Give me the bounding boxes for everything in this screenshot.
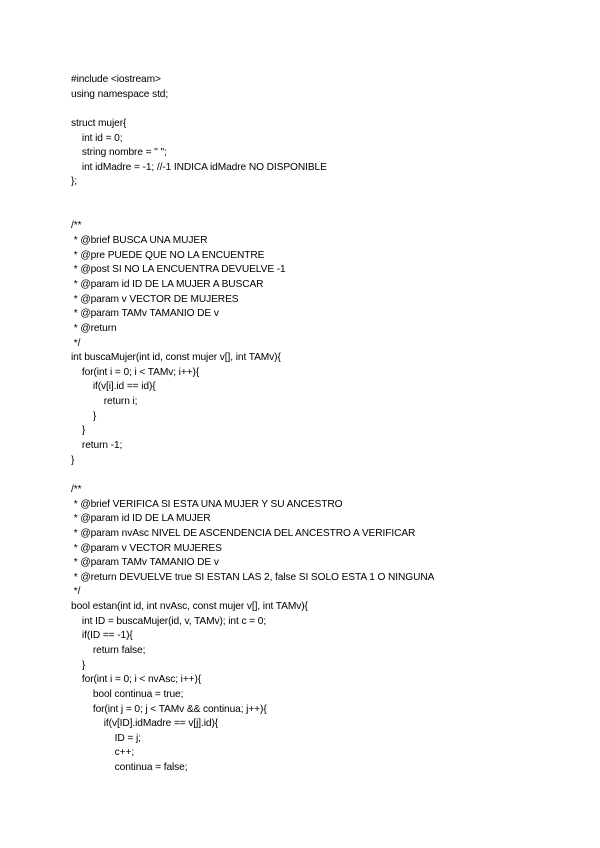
code-line: * @param v VECTOR MUJERES [71, 542, 222, 554]
code-line: for(int i = 0; i < nvAsc; i++){ [71, 674, 202, 686]
code-line: * @brief VERIFICA SI ESTA UNA MUJER Y SU ANCESTRO [71, 498, 343, 510]
code-line: int ID = buscaMujer(id, v, TAMv); int c = 0; [71, 615, 267, 627]
code-line: return i; [71, 396, 138, 408]
code-line: ID = j; [71, 732, 141, 744]
code-line: * @param v VECTOR DE MUJERES [71, 293, 239, 305]
code-line: * @brief BUSCA UNA MUJER [71, 235, 208, 247]
code-line: */ [71, 586, 81, 598]
code-line: }; [71, 176, 78, 188]
code-line: int idMadre = -1; //-1 INDICA idMadre NO DISPONIBLE [71, 161, 327, 173]
code-line: /** [71, 220, 82, 232]
code-line: #include <iostream> [71, 74, 161, 85]
code-line: * @param nvAsc NIVEL DE ASCENDENCIA DEL ANCESTRO A VERIFICAR [71, 527, 416, 539]
code-line: return -1; [71, 440, 123, 452]
code-line: int id = 0; [71, 132, 123, 144]
code-line [71, 468, 434, 483]
code-line: */ [71, 337, 81, 349]
code-line: bool continua = true; [71, 688, 184, 700]
code-line: return false; [71, 644, 146, 656]
code-listing [71, 73, 434, 776]
code-line: * @return DEVUELVE true SI ESTAN LAS 2, false SI SOLO ESTA 1 O NINGUNA [71, 571, 435, 583]
code-line: * @param id ID DE LA MUJER [71, 513, 211, 525]
code-line: * @return [71, 322, 117, 334]
code-line: if(v[i].id == id){ [71, 381, 156, 393]
code-line: int buscaMujer(int id, const mujer v[], int TAMv){ [71, 352, 281, 364]
code-line: continua = false; [71, 762, 188, 774]
code-line: bool estan(int id, int nvAsc, const mujer v[], int TAMv){ [71, 601, 308, 613]
code-line: using namespace std; [71, 88, 169, 100]
code-line: /** [71, 483, 82, 495]
code-line: if(v[ID].idMadre == v[j].id){ [71, 718, 219, 730]
code-line: * @param id ID DE LA MUJER A BUSCAR [71, 278, 264, 290]
code-line: * @param TAMv TAMANIO DE v [71, 308, 219, 320]
code-line: } [71, 659, 86, 671]
code-line [71, 205, 434, 220]
code-line: * @post SI NO LA ENCUENTRA DEVUELVE -1 [71, 264, 286, 276]
code-line: struct mujer{ [71, 117, 127, 129]
code-line [71, 102, 434, 117]
code-line: * @param TAMv TAMANIO DE v [71, 557, 219, 569]
code-line: * @pre PUEDE QUE NO LA ENCUENTRE [71, 249, 265, 261]
code-line: for(int i = 0; i < TAMv; i++){ [71, 366, 200, 378]
code-line [71, 190, 434, 205]
code-line: } [71, 454, 75, 466]
code-line: if(ID == -1){ [71, 630, 133, 642]
code-line: for(int j = 0; j < TAMv && continua; j++){ [71, 703, 267, 715]
code-line: } [71, 425, 86, 437]
code-line: string nombre = " "; [71, 147, 167, 159]
code-line: } [71, 410, 97, 422]
code-line: c++; [71, 747, 135, 759]
